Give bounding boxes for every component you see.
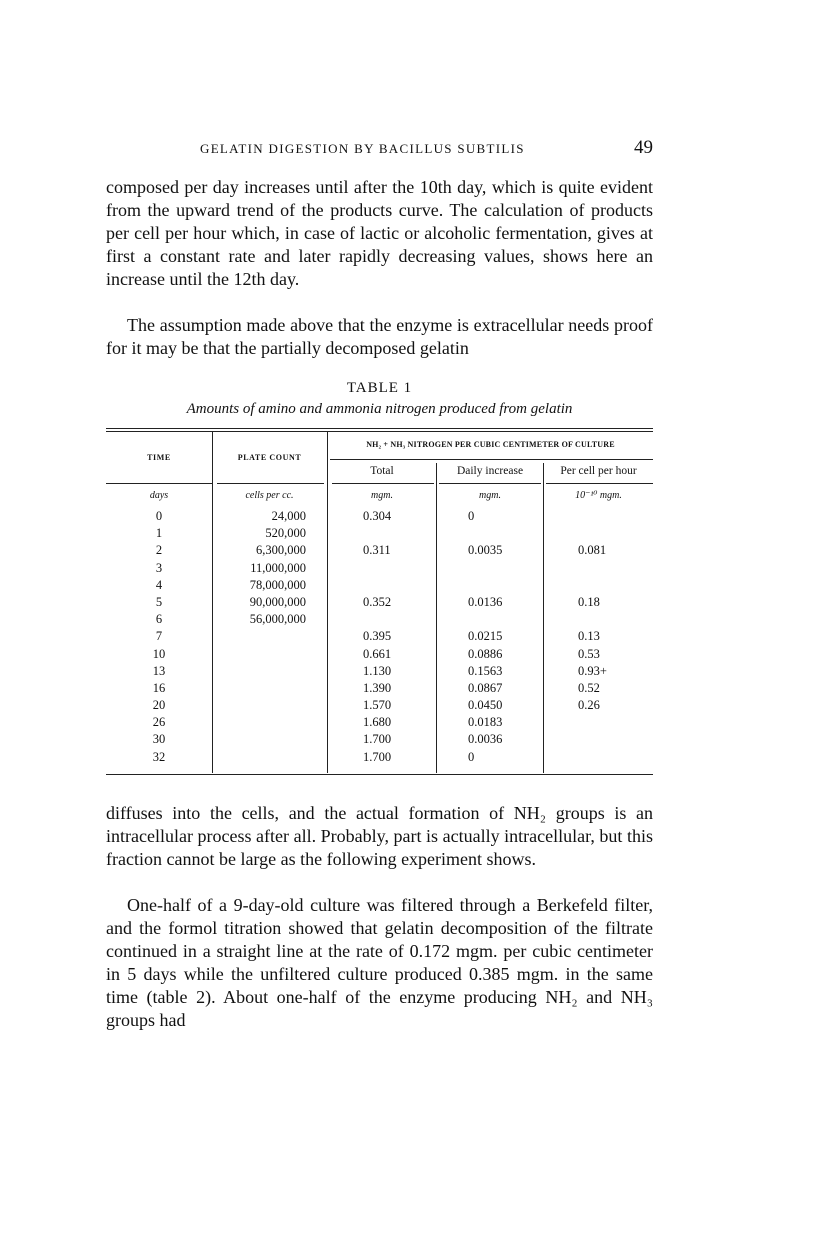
table-cell-daily: 0.0867 [468, 680, 503, 695]
table-cell-per_cell [578, 577, 648, 594]
table-cell-count [224, 714, 306, 731]
table-cell-total: 0.311 [363, 543, 391, 558]
table-cell-time: 5 [155, 594, 163, 609]
table-cell-daily: 0 [468, 509, 475, 523]
header-daily-increase: Daily increase [456, 465, 524, 477]
column-daily-increase [468, 508, 548, 766]
table-cell-daily [468, 611, 548, 628]
table-cell-count: 6,300,000 [256, 543, 306, 558]
table-header-rule-count [217, 483, 324, 484]
table-cell-total [363, 611, 423, 628]
table-top-rule-double [106, 431, 653, 432]
table-cell-daily: 0.0183 [468, 715, 503, 730]
table-cell-daily: 0.0136 [468, 594, 503, 609]
table-cell-total: 1.700 [363, 749, 392, 764]
page-number: 49 [634, 137, 653, 158]
table-cell-daily [468, 525, 548, 542]
table-vrule-3 [436, 463, 437, 773]
table-cell-count [224, 697, 306, 714]
table-cell-count: 520,000 [265, 526, 306, 541]
table-top-rule [106, 428, 653, 429]
table-cell-count [224, 628, 306, 645]
units-total: mgm. [371, 490, 393, 501]
table-cell-count: 24,000 [271, 509, 306, 523]
table-cell-count: 90,000,000 [249, 594, 306, 609]
table-cell-per_cell [578, 611, 648, 628]
table-cell-per_cell [578, 508, 648, 525]
header-per-cell-per-hour: Per cell per hour [560, 465, 637, 477]
table-cell-daily [468, 560, 548, 577]
table-cell-daily: 0 [468, 749, 475, 764]
table-cell-daily: 0.1563 [468, 663, 503, 678]
table-cell-time: 20 [152, 698, 166, 713]
running-title: GELATIN DIGESTION BY BACILLUS SUBTILIS [200, 141, 525, 156]
table-cell-total: 1.680 [363, 715, 392, 730]
table-cell-time: 13 [152, 663, 166, 678]
table-cell-time: 10 [152, 646, 166, 661]
column-per-cell [578, 508, 648, 766]
table-bottom-rule [106, 774, 653, 775]
table-cell-time: 2 [155, 543, 163, 558]
table-cell-per_cell [578, 749, 648, 766]
paragraph-3: diffuses into the cells, and the actual formation of NH₂ groups is an intracellular process after all. Probably, part is actually intracellular, but this fraction cannot be large as the following experiment shows. [106, 803, 653, 869]
table-group-rule [330, 459, 653, 460]
table-cell-per_cell: 0.53 [578, 646, 600, 661]
table-cell-daily: 0.0035 [468, 543, 503, 558]
table-cell-daily: 0.0450 [468, 698, 503, 713]
table-header-rule-total [332, 483, 434, 484]
table-cell-total: 0.661 [363, 646, 392, 661]
table-vrule-1 [212, 431, 213, 773]
table-label: TABLE 1 [346, 380, 413, 396]
header-nitrogen-group: NH₂ + NH₃ NITROGEN PER CUBIC CENTIMETER OF CULTURE [366, 440, 615, 449]
table-cell-per_cell [578, 525, 648, 542]
table-caption: Amounts of amino and ammonia nitrogen produced from gelatin [186, 401, 573, 417]
table-cell-total: 0.395 [363, 629, 392, 644]
table-cell-time: 16 [152, 680, 166, 695]
table-cell-per_cell: 0.52 [578, 680, 600, 695]
table-cell-time: 7 [155, 629, 163, 644]
table-header-rule-time [106, 483, 212, 484]
table-cell-count: 56,000,000 [249, 612, 306, 627]
table-cell-total: 1.130 [363, 663, 392, 678]
table-cell-total [363, 577, 423, 594]
table-cell-total: 1.700 [363, 732, 392, 747]
table-cell-time: 3 [155, 560, 163, 575]
header-plate-count: PLATE COUNT [237, 453, 302, 462]
paragraph-1: composed per day increases until after the 10th day, which is quite evident from the upward trend of the products curve. The calculation of products per cell per hour which, in case of lactic or alcoholic fermentation, gives at first a constant rate and later rapidly decreasing values, shows here an increase until the 12th day. [106, 177, 653, 289]
table-cell-daily: 0.0215 [468, 629, 503, 644]
table-cell-time: 6 [155, 612, 163, 627]
table-cell-count [224, 663, 306, 680]
table-cell-time: 1 [155, 526, 163, 541]
table-cell-total: 0.304 [363, 509, 392, 523]
table-cell-time: 30 [152, 732, 166, 747]
column-total [363, 508, 423, 766]
paragraph-4: One-half of a 9-day-old culture was filtered through a Berkefeld filter, and the formol titration showed that gelatin decomposition of the filtrate continued in a straight line at the rate of 0.172 mgm. per cubic centimeter in 5 days while the unfiltered culture produced 0.385 mgm. in the same time (table 2). About one-half of the enzyme producing NH₂ and NH₃ groups had [106, 895, 653, 1030]
table-cell-per_cell: 0.13 [578, 629, 600, 644]
table-cell-total: 1.390 [363, 680, 392, 695]
table-cell-per_cell: 0.26 [578, 698, 600, 713]
table-cell-per_cell: 0.93+ [578, 663, 607, 678]
column-time [106, 508, 212, 766]
header-total: Total [370, 465, 394, 477]
units-daily: mgm. [479, 490, 501, 501]
table-vrule-2 [327, 431, 328, 773]
units-plate-count: cells per cc. [245, 490, 294, 501]
table-cell-per_cell: 0.081 [578, 543, 607, 558]
header-time: TIME [147, 453, 171, 462]
column-plate-count [224, 508, 306, 766]
table-header-rule-percell [546, 483, 653, 484]
paragraph-2: The assumption made above that the enzyme is extracellular needs proof for it may be that the partially decomposed gelatin [106, 315, 653, 358]
table-cell-total: 1.570 [363, 698, 392, 713]
table-cell-count [224, 749, 306, 766]
running-head [106, 139, 653, 161]
table-cell-daily: 0.0886 [468, 646, 503, 661]
table-cell-daily: 0.0036 [468, 732, 503, 747]
table-cell-time: 0 [155, 509, 163, 523]
table-cell-per_cell [578, 714, 648, 731]
table-cell-per_cell: 0.18 [578, 594, 600, 609]
table-cell-per_cell [578, 731, 648, 748]
table-cell-total [363, 525, 423, 542]
table-cell-count [224, 731, 306, 748]
units-per-cell: 10⁻¹⁰ mgm. [575, 490, 622, 501]
table-cell-count: 78,000,000 [249, 577, 306, 592]
table-cell-count [224, 680, 306, 697]
table-cell-daily [468, 577, 548, 594]
table-cell-time: 4 [155, 577, 163, 592]
table-header-rule-daily [439, 483, 541, 484]
table-cell-total [363, 560, 423, 577]
table-cell-time: 26 [152, 715, 166, 730]
table-cell-count: 11,000,000 [250, 560, 306, 575]
units-time: days [149, 490, 169, 501]
table-cell-count [224, 646, 306, 663]
table-cell-total: 0.352 [363, 594, 392, 609]
table-cell-time: 32 [152, 749, 166, 764]
table-cell-per_cell [578, 560, 648, 577]
